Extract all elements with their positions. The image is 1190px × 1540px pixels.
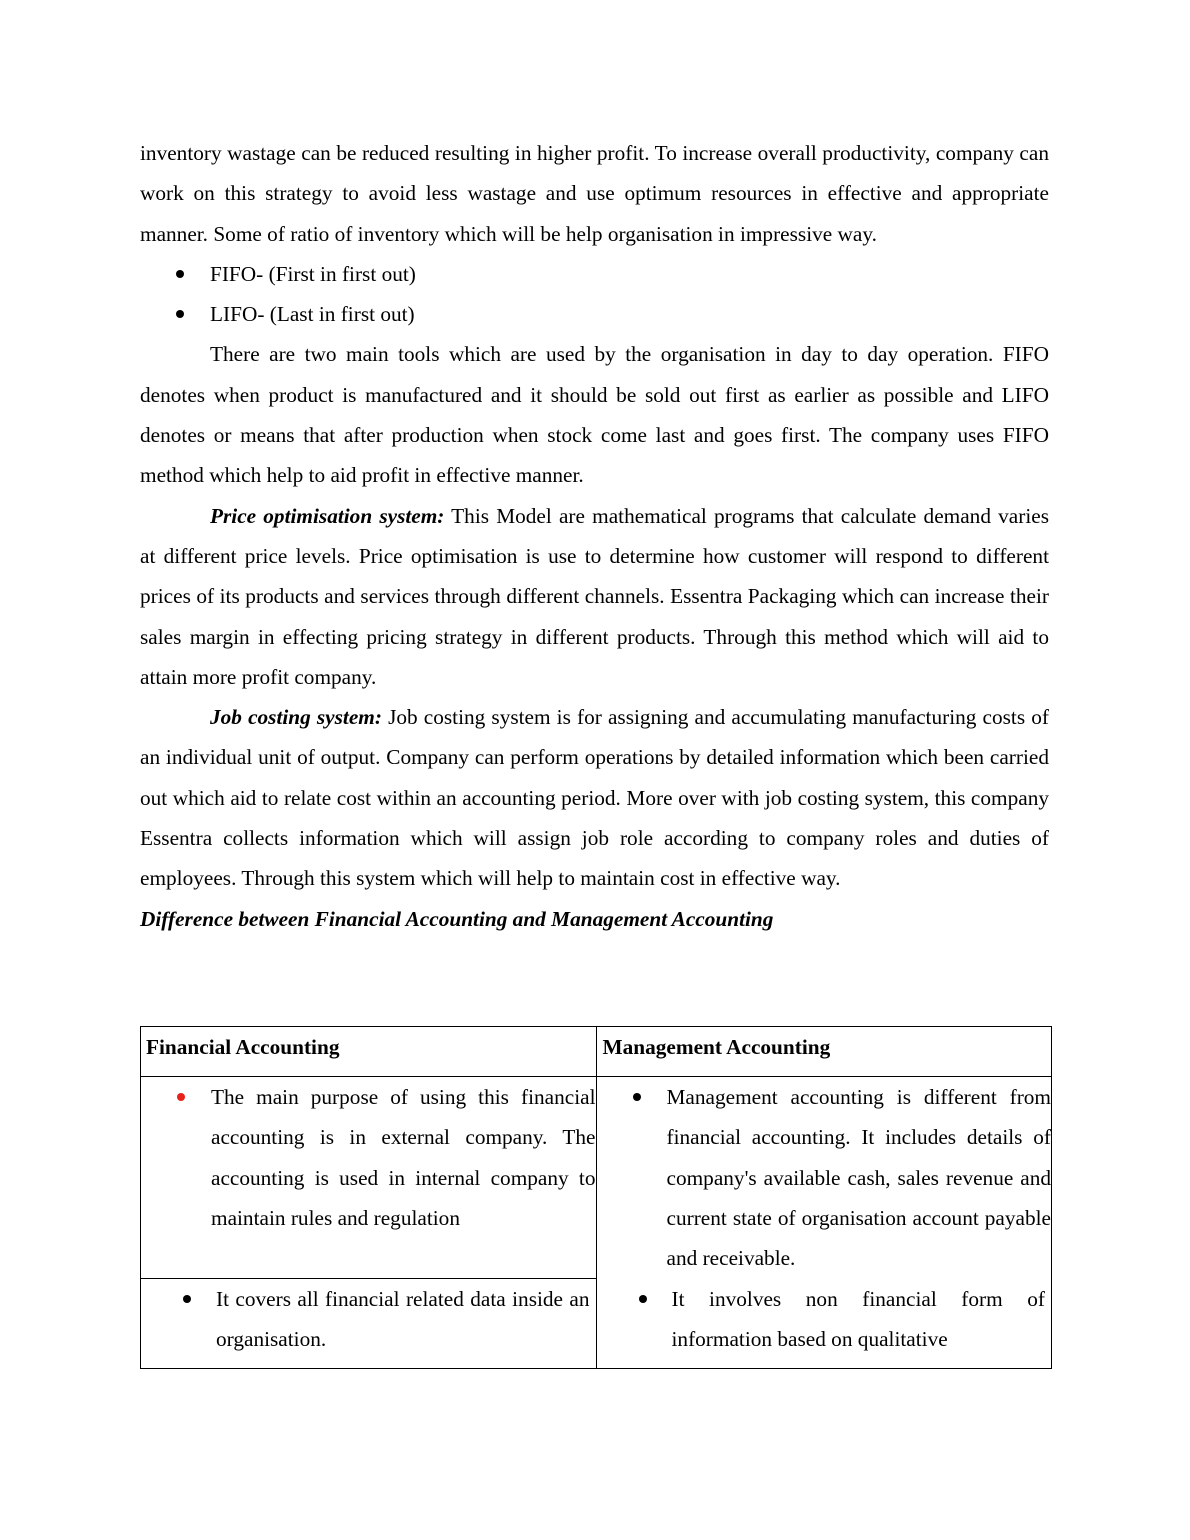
cell-text: Management accounting is different from financial accounting. It includes details of company's available cash, sales revenue and current state of organisation account payable and receivable. bbox=[666, 1085, 1051, 1271]
intro-paragraph: inventory wastage can be reduced resulting in higher profit. To increase overall productivity, company can work on this strategy to avoid less wastage and use optimum resources in effective and appropriate manner. Some of ratio of inventory which will be help organisation in impressive way. bbox=[140, 141, 1049, 246]
job-costing-label: Job costing system: bbox=[210, 705, 382, 730]
list-item-fifo bbox=[140, 254, 1049, 294]
cell-list bbox=[141, 1279, 596, 1360]
list-item bbox=[141, 1279, 596, 1360]
cell-text: It covers all financial related data inside an organisation. bbox=[216, 1287, 590, 1352]
table-cell bbox=[141, 1077, 597, 1279]
table-cell bbox=[141, 1279, 597, 1369]
cell-list bbox=[141, 1077, 596, 1238]
bullet-icon bbox=[633, 1093, 641, 1101]
list-item-text: LIFO- (Last in first out) bbox=[210, 302, 415, 327]
table-header-row bbox=[141, 1027, 1052, 1077]
inventory-methods-list bbox=[140, 254, 1049, 335]
cell-text: The main purpose of using this financial accounting is in external company. The accounting is used in internal company to maintain rules and regulation bbox=[211, 1085, 596, 1230]
list-item bbox=[597, 1077, 1052, 1278]
cell-list bbox=[597, 1279, 1052, 1360]
bullet-icon bbox=[639, 1295, 647, 1303]
header-management-accounting: Management Accounting bbox=[596, 1027, 1052, 1077]
bullet-icon bbox=[176, 310, 184, 318]
list-item bbox=[597, 1279, 1052, 1360]
header-financial-accounting: Financial Accounting bbox=[141, 1027, 597, 1077]
job-costing-text: Job costing system is for assigning and accumulating manufacturing costs of an individual unit of output. Company can perform operations by detailed information which been carried out which aid to relate cost within an accounting period. More over with job costing system, this company Essentra collects information which will assign job role according to company roles and duties of employees. Through this system which will help to maintain cost in effective way. bbox=[140, 705, 1049, 891]
job-costing-paragraph bbox=[140, 697, 1049, 898]
comparison-table bbox=[140, 1026, 1052, 1369]
price-optimisation-label: Price optimisation system: bbox=[210, 503, 445, 528]
tools-paragraph: There are two main tools which are used by the organisation in day to day operation. FIFO denotes when product is manufactured and it should be sold out first as earlier as possible and LIFO denotes or means that after production when stock come last and goes first. The company uses FIFO method which help to aid profit in effective manner. bbox=[140, 342, 1049, 488]
cell-list bbox=[597, 1077, 1052, 1278]
bullet-icon bbox=[176, 270, 184, 278]
list-item bbox=[141, 1077, 596, 1238]
list-item-lifo bbox=[140, 294, 1049, 334]
table-row bbox=[141, 1279, 1052, 1369]
table-heading: Difference between Financial Accounting and Management Accounting bbox=[140, 906, 774, 931]
document-body bbox=[140, 133, 1049, 939]
price-optimisation-text: This Model are mathematical programs that calculate demand varies at different price levels. Price optimisation is use to determine how customer will respond to different prices of its products and services through different channels. Essentra Packaging which can increase their sales margin in effecting pricing strategy in different products. Through this method which will aid to attain more profit company. bbox=[140, 503, 1049, 689]
bullet-icon bbox=[177, 1093, 185, 1101]
table-row bbox=[141, 1077, 1052, 1279]
table-cell bbox=[596, 1279, 1052, 1369]
table-cell bbox=[596, 1077, 1052, 1279]
list-item-text: FIFO- (First in first out) bbox=[210, 261, 416, 286]
price-optimisation-paragraph bbox=[140, 496, 1049, 697]
cell-text: It involves non financial form of information based on qualitative bbox=[671, 1286, 1045, 1351]
bullet-icon bbox=[183, 1295, 191, 1303]
